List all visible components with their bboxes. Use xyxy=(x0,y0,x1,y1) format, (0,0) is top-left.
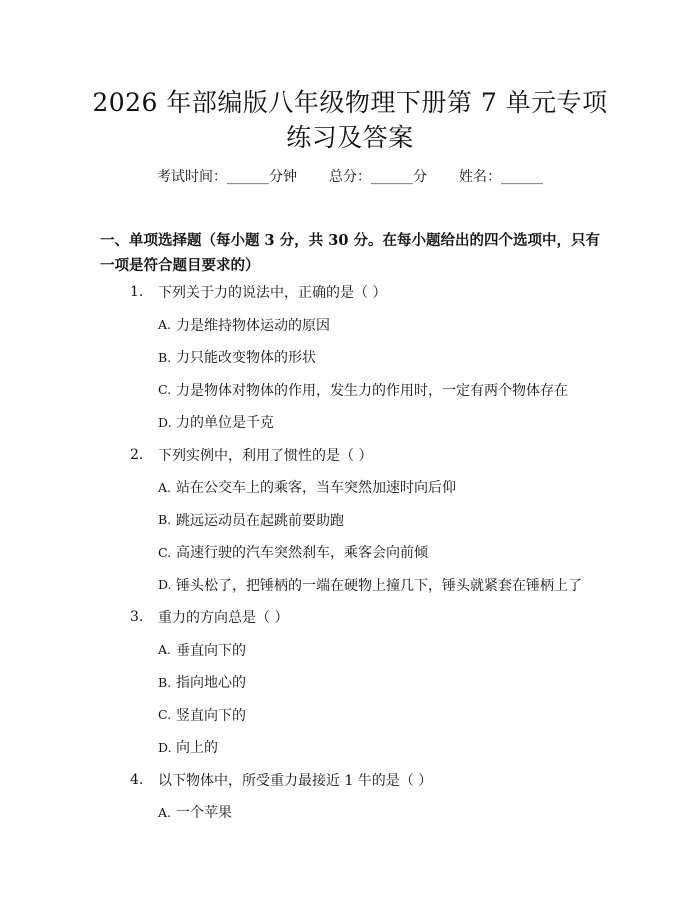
question-number: 2. xyxy=(130,446,144,463)
option-text: 跳远运动员在起跳前要助跑 xyxy=(176,512,344,529)
option-b xyxy=(0,341,700,374)
option-letter: D. xyxy=(158,414,172,430)
option-d xyxy=(0,731,700,764)
question-text: 下列实例中，利用了惯性的是（ ） xyxy=(158,447,373,464)
option-list xyxy=(0,796,700,829)
option-list xyxy=(0,309,700,439)
exam-info xyxy=(0,166,700,188)
option-c xyxy=(0,699,700,732)
option-text: 高速行驶的汽车突然刹车，乘客会向前倾 xyxy=(176,545,428,562)
option-text: 垂直向下的 xyxy=(176,642,246,659)
question-2 xyxy=(0,439,700,602)
question-number: 3. xyxy=(130,609,144,626)
option-letter: A. xyxy=(158,317,172,333)
question-1 xyxy=(0,276,700,439)
option-text: 指向地心的 xyxy=(176,675,246,692)
option-a xyxy=(0,634,700,667)
option-c xyxy=(0,374,700,407)
option-list xyxy=(0,471,700,601)
option-b xyxy=(0,666,700,699)
option-letter: C. xyxy=(158,707,172,723)
option-letter: A. xyxy=(158,642,172,658)
option-letter: B. xyxy=(158,512,172,528)
option-letter: D. xyxy=(158,739,172,755)
question-text: 重力的方向总是（ ） xyxy=(158,610,289,627)
question-stem xyxy=(0,276,700,309)
question-stem xyxy=(0,764,700,797)
option-c xyxy=(0,536,700,569)
option-text: 力的单位是千克 xyxy=(176,415,274,432)
option-text: 力是维持物体运动的原因 xyxy=(176,317,330,334)
option-letter: D. xyxy=(158,577,172,593)
option-a xyxy=(0,471,700,504)
option-text: 向上的 xyxy=(176,740,218,757)
option-b xyxy=(0,504,700,537)
option-d xyxy=(0,569,700,602)
question-list xyxy=(0,276,700,829)
option-letter: C. xyxy=(158,382,172,398)
option-text: 锤头松了，把锤柄的一端在硬物上撞几下，锤头就紧套在锤柄上了 xyxy=(176,577,582,594)
option-letter: C. xyxy=(158,544,172,560)
option-letter: B. xyxy=(158,674,172,690)
option-text: 力是物体对物体的作用，发生力的作用时，一定有两个物体存在 xyxy=(176,382,568,399)
question-stem xyxy=(0,439,700,472)
option-d xyxy=(0,406,700,439)
exam-time-field: 考试时间：______分钟 xyxy=(157,169,297,185)
total-score-field: 总分：______分 xyxy=(329,169,427,185)
question-number: 1. xyxy=(130,284,144,301)
question-4 xyxy=(0,764,700,829)
student-name-field: 姓名：______ xyxy=(459,169,543,185)
section-heading: 一、单项选择题（每小题 3 分，共 30 分。在每小题给出的四个选项中，只有一项是符合题目要求的） xyxy=(100,232,600,274)
option-text: 一个苹果 xyxy=(176,805,232,822)
option-list xyxy=(0,634,700,764)
option-text: 站在公交车上的乘客，当车突然加速时向后仰 xyxy=(176,480,456,497)
option-text: 力只能改变物体的形状 xyxy=(176,350,316,367)
option-letter: A. xyxy=(158,804,172,820)
option-a xyxy=(0,796,700,829)
question-stem xyxy=(0,601,700,634)
question-text: 下列关于力的说法中，正确的是（ ） xyxy=(158,285,387,302)
option-a xyxy=(0,309,700,342)
question-3 xyxy=(0,601,700,764)
option-letter: B. xyxy=(158,349,172,365)
question-text: 以下物体中，所受重力最接近 1 牛的是（ ） xyxy=(158,772,433,789)
option-letter: A. xyxy=(158,479,172,495)
document-title-line1: 2026 年部编版八年级物理下册第 7 单元专项 xyxy=(92,88,608,117)
option-text: 竖直向下的 xyxy=(176,707,246,724)
question-number: 4. xyxy=(130,771,144,788)
document-title-line2: 练习及答案 xyxy=(286,123,414,152)
